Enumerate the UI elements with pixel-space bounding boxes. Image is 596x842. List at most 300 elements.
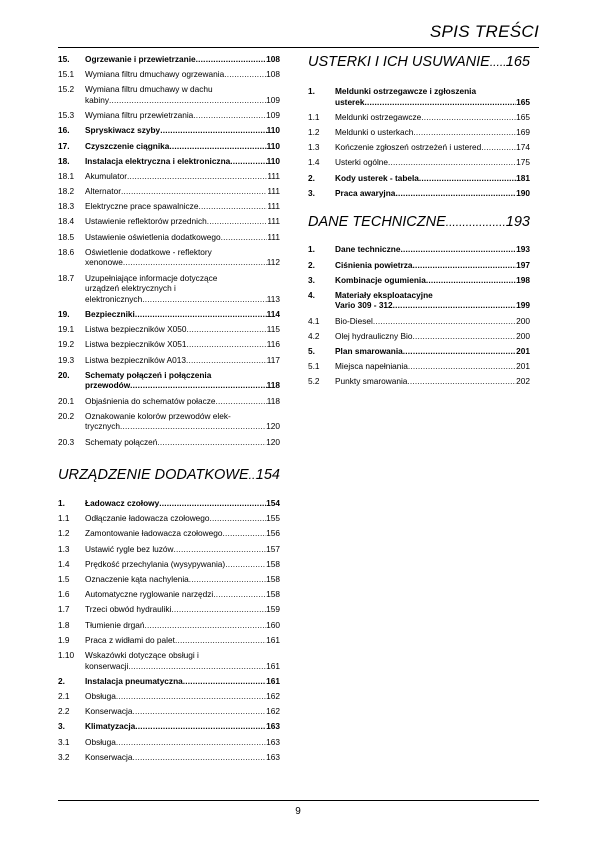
entry-title: Dane techniczne [335, 244, 401, 255]
entry-page: 158 [266, 574, 280, 585]
entry-number: 1.5 [58, 574, 70, 585]
entry-title: Meldunki ostrzegawcze [335, 111, 422, 122]
entry-number: 18.1 [58, 170, 75, 181]
leader-dots [210, 513, 267, 524]
entry-title-line: Oznakowanie kolorów przewodów elek- [85, 410, 231, 421]
section-heading-page: 154 [255, 467, 280, 484]
toc-entry[interactable] [308, 331, 530, 342]
leader-dots [183, 676, 266, 687]
entry-title: Ustawienie reflektorów przednich [85, 216, 207, 227]
leader-dots [249, 467, 256, 484]
entry-page: 109 [266, 110, 280, 121]
toc-entry[interactable] [58, 339, 280, 350]
entry-page: 114 [266, 309, 280, 319]
leader-dots [412, 260, 516, 271]
toc-entry[interactable] [58, 721, 280, 732]
leader-dots [116, 737, 266, 748]
toc-entry[interactable] [58, 706, 280, 717]
leader-dots [121, 186, 267, 197]
entry-page: 200 [516, 330, 530, 341]
entry-title: Obsługa [85, 690, 116, 701]
entry-page: 181 [516, 172, 530, 183]
leader-dots [123, 257, 267, 268]
entry-number: 2. [308, 172, 315, 183]
entry-number: 1.8 [58, 619, 70, 630]
entry-number: 19. [58, 309, 70, 319]
entry-number: 1.4 [58, 558, 70, 569]
entry-page: 198 [516, 274, 530, 285]
page-title: SPIS TREŚCI [429, 22, 539, 41]
entry-page: 193 [516, 244, 530, 255]
toc-entry[interactable] [58, 513, 280, 524]
leader-dots [213, 589, 266, 600]
entry-number: 4.2 [308, 330, 320, 341]
entry-number: 1.1 [308, 111, 320, 122]
entry-title-line: Oświetlenie dodatkowe - reflektory [85, 246, 212, 257]
entry-page: 111 [267, 201, 280, 212]
leader-dots [193, 110, 266, 121]
entry-page: 175 [516, 157, 530, 168]
entry-number: 1.3 [308, 142, 320, 153]
entry-title: Ładowacz czołowy [85, 498, 160, 509]
entry-number: 18.5 [58, 231, 75, 242]
entry-title: Obsługa [85, 736, 116, 747]
leader-dots [109, 95, 266, 106]
entry-page: 111 [267, 186, 280, 197]
entry-title: konserwacji [85, 660, 129, 671]
toc-entry[interactable] [308, 142, 530, 153]
entry-number: 18.7 [58, 272, 75, 283]
entry-page: 163 [266, 721, 280, 732]
toc-entry[interactable] [58, 676, 280, 687]
entry-page: 109 [266, 94, 280, 105]
entry-page: 155 [266, 513, 280, 524]
entry-title-line: Wskazówki dotyczące obsługi i [85, 649, 199, 660]
entry-title: Konserwacja [85, 751, 133, 762]
toc-entry[interactable] [58, 355, 280, 366]
entry-title: Oznaczenie kąta nachylenia [85, 574, 189, 585]
toc-entry[interactable] [58, 273, 280, 305]
leader-dots [135, 721, 266, 732]
entry-page: 111 [267, 231, 280, 242]
entry-title: usterek [335, 96, 365, 107]
leader-dots [225, 559, 266, 570]
toc-entry[interactable] [58, 498, 280, 509]
entry-number: 2. [308, 259, 315, 270]
leader-dots [481, 142, 516, 153]
entry-title: Instalacja elektryczna i elektroniczna [85, 155, 231, 166]
entry-page: 108 [266, 69, 280, 80]
toc-entry[interactable] [308, 376, 530, 387]
toc-entry[interactable] [58, 559, 280, 570]
entry-title: Bezpieczniki [85, 309, 135, 319]
entry-title: Czyszczenie ciągnika [85, 140, 170, 151]
leader-dots [395, 188, 516, 199]
entry-title: Schematy połączeń [85, 436, 158, 447]
entry-number: 1. [308, 86, 315, 96]
toc-entry[interactable] [58, 69, 280, 80]
entry-number: 1.7 [58, 604, 70, 615]
entry-number: 19.2 [58, 339, 75, 350]
entry-title: xenonowe [85, 257, 123, 268]
entry-title: Instalacja pneumatyczna [85, 675, 183, 686]
toc-faults-list [308, 86, 530, 198]
entry-page: 159 [266, 604, 280, 615]
section-heading-title: USTERKI I ICH USUWANIE [308, 54, 490, 70]
entry-number: 1.2 [58, 528, 70, 539]
toc-entry[interactable] [308, 244, 530, 255]
entry-page: 197 [516, 259, 530, 270]
leader-dots [160, 125, 266, 136]
toc-entry[interactable] [58, 201, 280, 212]
entry-page: 117 [266, 354, 280, 365]
entry-title: kabiny [85, 94, 109, 105]
entry-number: 5.1 [308, 361, 320, 372]
entry-title: Tłumienie drgań [85, 619, 145, 630]
leader-dots [186, 324, 266, 335]
leader-dots [196, 54, 266, 65]
toc-entry[interactable] [308, 173, 530, 184]
entry-number: 18.6 [58, 246, 75, 257]
entry-title: Praca z widłami do palet [85, 634, 175, 645]
leader-dots [400, 244, 516, 255]
section-heading-title: DANE TECHNICZNE [308, 214, 446, 231]
toc-entry[interactable] [58, 141, 280, 152]
toc-entry[interactable] [58, 247, 280, 268]
entry-page: 169 [516, 126, 530, 137]
footer-divider [58, 800, 539, 801]
section-heading-title: URZĄDZENIE DODATKOWE [58, 467, 249, 484]
entry-number: 1.10 [58, 649, 75, 660]
entry-number: 20.1 [58, 395, 75, 406]
entry-title: Konserwacja [85, 706, 133, 717]
header-divider [58, 47, 539, 48]
entry-title: Spryskiwacz szyby [85, 125, 161, 136]
leader-dots [207, 216, 268, 227]
entry-page: 163 [266, 751, 280, 762]
leader-dots [490, 54, 506, 71]
entry-number: 20. [58, 369, 70, 380]
entry-number: 2. [58, 675, 65, 686]
entry-title: Trzeci obwód hydrauliki [85, 604, 172, 615]
entry-page: 156 [266, 528, 280, 539]
entry-title: Listwa bezpieczników X050 [85, 324, 187, 335]
entry-number: 1. [308, 244, 315, 255]
entry-title-line: urządzeń elektrycznych i [85, 283, 176, 294]
section-heading-accessories[interactable] [58, 467, 280, 484]
toc-entry[interactable] [58, 544, 280, 555]
entry-number: 20.3 [58, 436, 75, 447]
entry-title: Vario 309 - 312 [335, 300, 393, 311]
entry-number: 1.2 [308, 126, 320, 137]
toc-entry[interactable] [58, 110, 280, 121]
leader-dots [175, 635, 266, 646]
leader-dots [224, 69, 266, 80]
leader-dots [216, 396, 267, 407]
entry-title: Kody usterek - tabela [335, 172, 419, 183]
entry-page: 112 [266, 257, 280, 268]
toc-entry[interactable] [58, 232, 280, 243]
leader-dots [421, 112, 516, 123]
leader-dots [159, 498, 266, 509]
toc-entry[interactable] [308, 127, 530, 138]
toc-entry[interactable] [58, 589, 280, 600]
entry-number: 15. [58, 54, 70, 64]
leader-dots [142, 294, 267, 305]
entry-title: Ustawić rygle bez luzów [85, 543, 174, 554]
entry-page: 162 [266, 690, 280, 701]
entry-number: 19.1 [58, 324, 75, 335]
toc-entry[interactable] [58, 216, 280, 227]
entry-number: 15.1 [58, 69, 75, 80]
leader-dots [222, 528, 266, 539]
toc-entry[interactable] [58, 650, 280, 671]
toc-entry[interactable] [308, 157, 530, 168]
page-number: 9 [295, 806, 301, 817]
entry-page: 190 [516, 187, 530, 198]
entry-page: 161 [266, 634, 280, 645]
leader-dots [186, 355, 267, 366]
leader-dots [128, 661, 266, 672]
entry-page: 154 [266, 498, 280, 509]
entry-title: Objaśnienia do schematów połacze [85, 395, 216, 406]
entry-page: 162 [266, 706, 280, 717]
leader-dots [174, 544, 267, 555]
entry-title: Praca awaryjna [335, 187, 396, 198]
toc-entry[interactable] [308, 346, 530, 357]
toc-entry[interactable] [58, 309, 280, 320]
entry-number: 3. [308, 187, 315, 198]
toc-entry[interactable] [308, 86, 530, 107]
entry-title: Kończenie zgłoszeń ostrzeżeń i ustered [335, 142, 482, 153]
entry-number: 20.2 [58, 410, 75, 421]
entry-page: 165 [516, 111, 530, 122]
entry-page: 120 [266, 421, 280, 432]
leader-dots [133, 706, 267, 717]
entry-number: 15.3 [58, 110, 75, 121]
entry-title: Meldunki o usterkach [335, 126, 414, 137]
entry-page: 115 [266, 324, 280, 335]
entry-title: przewodów [85, 380, 131, 391]
leader-dots [393, 300, 516, 311]
toc-entry[interactable] [308, 290, 530, 311]
toc-left-column [58, 54, 280, 767]
toc-entry[interactable] [58, 620, 280, 631]
toc-entry[interactable] [58, 125, 280, 136]
toc-right-column [308, 54, 530, 392]
leader-dots [407, 376, 516, 387]
entry-number: 19.3 [58, 354, 75, 365]
leader-dots [412, 331, 516, 342]
entry-number: 1.9 [58, 634, 70, 645]
toc-technical-data-list [308, 244, 530, 387]
toc-entry[interactable] [58, 411, 280, 432]
entry-title: Alternator [85, 186, 121, 197]
entry-title: Ciśnienia powietrza [335, 259, 413, 270]
entry-number: 1.1 [58, 513, 70, 524]
leader-dots [408, 361, 516, 372]
leader-dots [426, 275, 516, 286]
toc-chapter-list [58, 54, 280, 447]
entry-title: Bio-Diesel [335, 315, 373, 326]
entry-number: 3.2 [58, 751, 70, 762]
entry-number: 1.4 [308, 157, 320, 168]
leader-dots [157, 437, 266, 448]
toc-entry[interactable] [308, 275, 530, 286]
entry-number: 4.1 [308, 315, 320, 326]
entry-title: Zamontowanie ładowacza czołowego [85, 528, 223, 539]
entry-page: 160 [266, 619, 280, 630]
entry-page: 202 [516, 376, 530, 387]
toc-entry[interactable] [58, 437, 280, 448]
entry-title: elektronicznych [85, 293, 143, 304]
entry-number: 3. [58, 721, 65, 732]
entry-page: 161 [266, 660, 280, 671]
toc-entry[interactable] [308, 188, 530, 199]
entry-page: 111 [267, 216, 280, 227]
leader-dots [446, 214, 506, 231]
entry-title-line: Schematy połączeń i połączenia [85, 369, 212, 380]
leader-dots [413, 127, 516, 138]
entry-title: Ustawienie oświetlenia dodatkowego [85, 231, 221, 242]
entry-title: Akumulator [85, 170, 127, 181]
entry-title: trycznych [85, 421, 121, 432]
toc-entry[interactable] [308, 112, 530, 123]
leader-dots [133, 752, 267, 763]
entry-page: 201 [516, 346, 530, 357]
entry-title: Olej hydrauliczny Bio [335, 330, 413, 341]
entry-title-line: Wymiana filtru dmuchawy w dachu [85, 84, 213, 95]
entry-number: 3.1 [58, 736, 70, 747]
entry-number: 5.2 [308, 376, 320, 387]
entry-page: 110 [266, 155, 280, 166]
entry-number: 1.3 [58, 543, 70, 554]
entry-page: 200 [516, 315, 530, 326]
entry-number: 4. [308, 289, 315, 300]
leader-dots [365, 97, 517, 108]
entry-number: 3. [308, 274, 315, 285]
entry-page: 118 [266, 380, 280, 391]
entry-number: 5. [308, 346, 315, 357]
entry-title: Usterki ogólne [335, 157, 389, 168]
toc-entry[interactable] [308, 361, 530, 372]
section-heading-page: 193 [505, 214, 530, 231]
entry-title: Miejsca napełniania [335, 361, 408, 372]
entry-page: 116 [266, 339, 280, 350]
leader-dots [221, 232, 268, 243]
toc-entry[interactable] [58, 691, 280, 702]
toc-entry[interactable] [58, 752, 280, 763]
entry-page: 163 [266, 736, 280, 747]
entry-number: 2.1 [58, 690, 70, 701]
leader-dots [116, 691, 266, 702]
entry-page: 108 [266, 54, 280, 64]
entry-title: Wymiana filtru dmuchawy ogrzewania [85, 69, 225, 80]
entry-number: 15.2 [58, 84, 75, 95]
entry-title: Odłączanie ładowacza czołowego [85, 513, 210, 524]
entry-page: 113 [266, 293, 280, 304]
section-heading-faults[interactable] [308, 54, 530, 71]
entry-title: Elektryczne prace spawalnicze [85, 201, 199, 212]
entry-number: 1. [58, 498, 65, 509]
toc-accessories-list [58, 498, 280, 762]
entry-page: 165 [516, 96, 530, 107]
entry-title: Kombinacje ogumienia [335, 274, 426, 285]
entry-number: 2.2 [58, 706, 70, 717]
leader-dots [120, 421, 266, 432]
leader-dots [373, 316, 516, 327]
entry-title: Plan smarowania [335, 346, 403, 357]
toc-entry[interactable] [58, 574, 280, 585]
entry-number: 18.2 [58, 186, 75, 197]
entry-page: 158 [266, 558, 280, 569]
leader-dots [171, 604, 266, 615]
toc-entry[interactable] [58, 156, 280, 167]
entry-title-line: Materiały eksploatacyjne [335, 289, 433, 300]
toc-entry[interactable] [58, 324, 280, 335]
entry-page: 111 [267, 170, 280, 181]
entry-number: 18.3 [58, 201, 75, 212]
leader-dots [135, 309, 267, 320]
toc-entry[interactable] [58, 604, 280, 615]
entry-title: Listwa bezpieczników X051 [85, 339, 187, 350]
leader-dots [189, 574, 266, 585]
toc-entry[interactable] [308, 316, 530, 327]
toc-entry[interactable] [58, 186, 280, 197]
leader-dots [145, 620, 267, 631]
toc-entry[interactable] [58, 737, 280, 748]
section-heading-page: 165 [505, 54, 530, 70]
leader-dots [127, 171, 267, 182]
entry-title: Prędkość przechylania (wysypywania) [85, 558, 226, 569]
toc-entry[interactable] [58, 54, 280, 65]
toc-entry[interactable] [58, 396, 280, 407]
entry-page: 199 [516, 300, 530, 311]
entry-title: Punkty smarowania [335, 376, 408, 387]
entry-page: 201 [516, 361, 530, 372]
entry-number: 1.6 [58, 589, 70, 600]
entry-title-line: Meldunki ostrzegawcze i zgłoszenia [335, 86, 477, 96]
entry-page: 110 [266, 125, 280, 136]
toc-entry[interactable] [58, 84, 280, 105]
entry-page: 110 [266, 140, 280, 151]
leader-dots [388, 157, 516, 168]
entry-page: 174 [516, 142, 530, 153]
entry-number: 18.4 [58, 216, 75, 227]
entry-page: 118 [266, 395, 280, 406]
entry-page: 120 [266, 436, 280, 447]
entry-title: Automatyczne ryglowanie narzędzi [85, 589, 214, 600]
entry-title: Klimatyzacja [85, 721, 136, 732]
toc-entry[interactable] [58, 370, 280, 391]
entry-page: 158 [266, 589, 280, 600]
entry-number: 18. [58, 155, 70, 166]
entry-number: 16. [58, 125, 70, 136]
leader-dots [419, 173, 516, 184]
toc-entry[interactable] [58, 528, 280, 539]
section-heading-technical-data[interactable] [308, 214, 530, 231]
entry-page: 157 [266, 543, 280, 554]
toc-entry[interactable] [58, 171, 280, 182]
leader-dots [403, 346, 516, 357]
toc-entry[interactable] [308, 260, 530, 271]
entry-title: Listwa bezpieczników A013 [85, 354, 187, 365]
toc-entry[interactable] [58, 635, 280, 646]
leader-dots [186, 339, 266, 350]
leader-dots [130, 380, 266, 391]
entry-title-line: Uzupełniające informacje dotyczące [85, 272, 218, 283]
entry-page: 161 [266, 675, 280, 686]
